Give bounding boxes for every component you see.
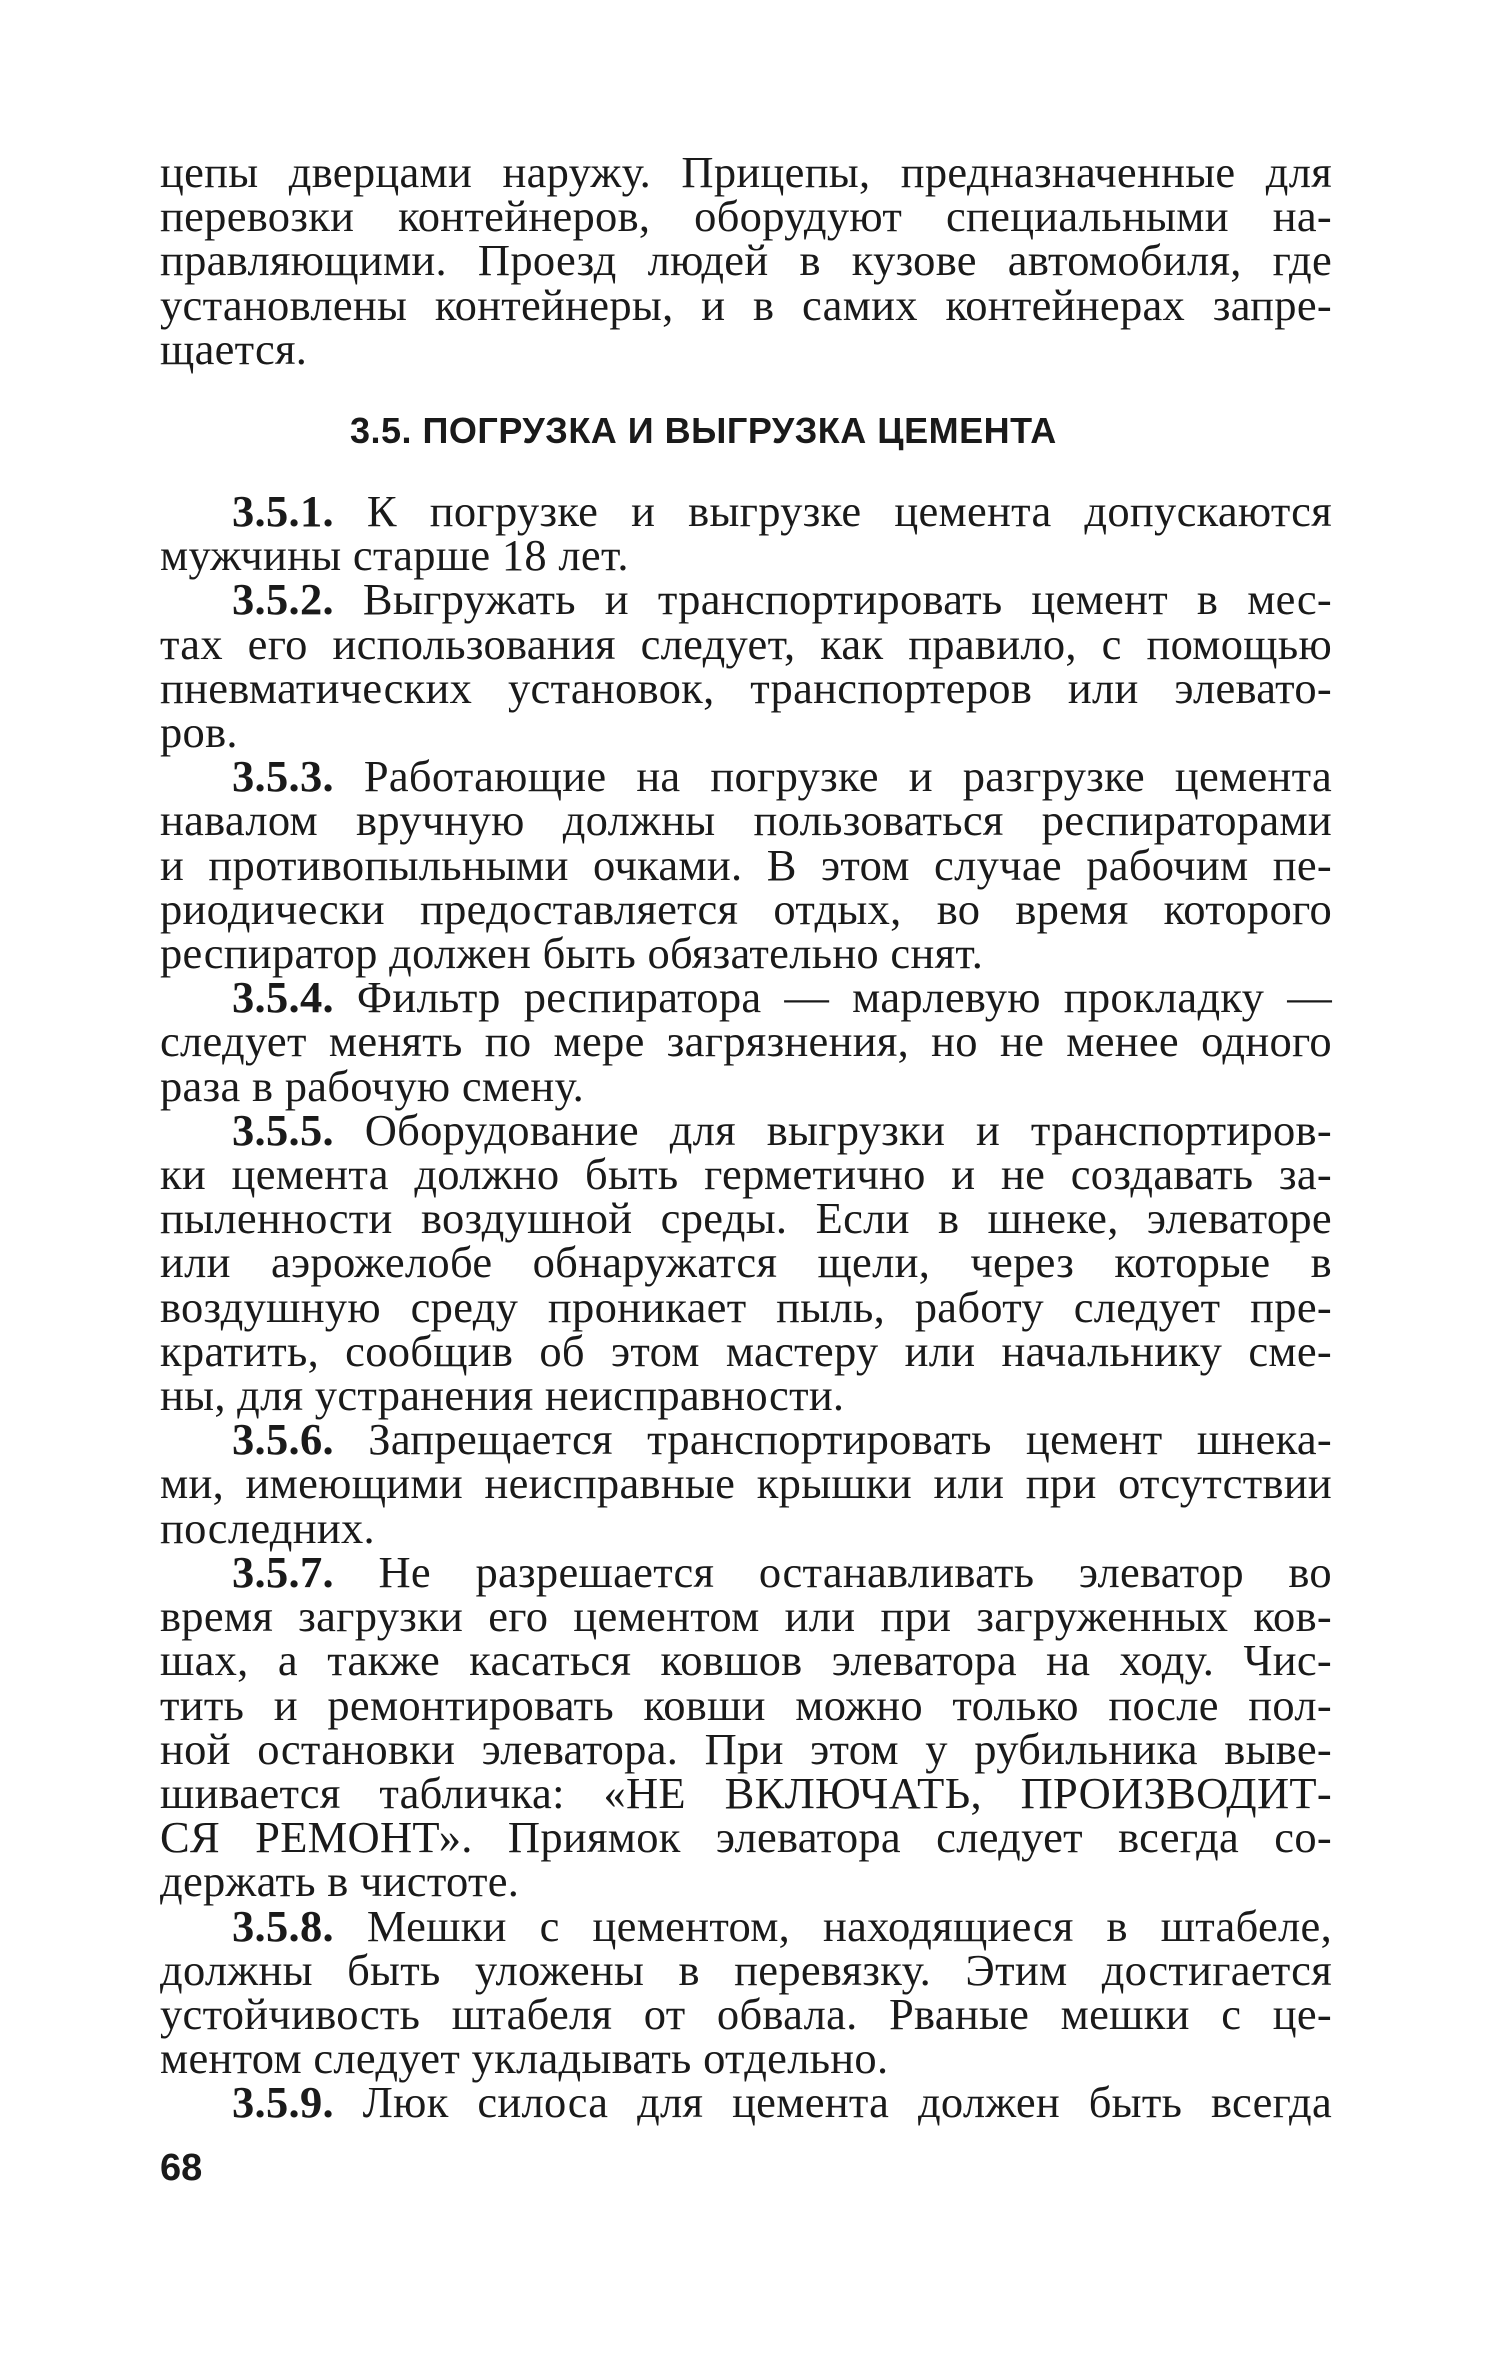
text-line — [160, 751, 1332, 802]
text-line: мужчины старше 18 лет. — [160, 530, 629, 581]
paragraph-3-5-8 — [160, 1900, 1332, 2084]
page-number: 68 — [160, 2147, 203, 2189]
text-line: цепы дверцами наружу. Прицепы, предназначенные для — [160, 147, 1332, 197]
text-line: перевозки контейнеров, оборудуют специальными на- — [160, 191, 1332, 242]
text-line: ки цемента должно быть герметично и не создавать за- — [160, 1149, 1332, 1200]
paragraph-number: 3.5.9. — [232, 2077, 334, 2128]
paragraph-text: Мешки с цементом, находящиеся в штабеле, — [333, 1900, 1332, 1951]
paragraph-3-5-3 — [160, 751, 1332, 979]
text-line: ментом следует укладывать отдельно. — [160, 2033, 889, 2084]
text-line: установлены контейнеры, и в самих контейнерах запре- — [160, 279, 1332, 330]
paragraph-text: Люк силоса для цемента должен быть всегда — [333, 2077, 1332, 2128]
text-line: тах его использования следует, как правило, с помощью — [160, 618, 1332, 669]
paragraph-number: 3.5.4. — [232, 972, 334, 1023]
paragraph-3-5-5 — [160, 1104, 1332, 1421]
paragraph-number: 3.5.1. — [232, 486, 334, 537]
paragraph-3-5-4 — [160, 972, 1332, 1111]
paragraph-3-5-6 — [160, 1414, 1332, 1553]
text-line: ной остановки элеватора. При этом у рубильника выве- — [160, 1723, 1332, 1774]
text-line: держать в чистоте. — [160, 1856, 520, 1907]
document-page — [160, 147, 1332, 2128]
paragraph-3-5-2 — [160, 574, 1332, 758]
text-line — [160, 486, 1332, 537]
paragraph-text: Фильтр респиратора — марлевую прокладку — — [333, 972, 1332, 1023]
text-line: риодически предоставляется отдых, во время которого — [160, 883, 1332, 934]
text-line — [160, 574, 1332, 625]
text-line — [160, 1546, 1332, 1597]
text-line: правляющими. Проезд людей в кузове автомобиля, где — [160, 235, 1332, 286]
text-line: последних. — [160, 1502, 375, 1553]
intro-paragraph — [160, 147, 1332, 374]
paragraph-text: Выгружать и транспортировать цемент в мес- — [333, 574, 1332, 625]
paragraph-3-5-7 — [160, 1546, 1332, 1907]
text-line: устойчивость штабеля от обвала. Рваные мешки с це- — [160, 1988, 1332, 2039]
text-line: шах, а также касаться ковшов элеватора на ходу. Чис- — [160, 1635, 1332, 1686]
text-line: СЯ РЕМОНТ». Приямок элеватора следует всегда со- — [160, 1812, 1332, 1863]
paragraph-3-5-9 — [160, 2077, 1332, 2128]
text-line: ми, имеющими неисправные крышки или при отсутствии — [160, 1458, 1332, 1509]
text-line: навалом вручную должны пользоваться респираторами — [160, 795, 1332, 846]
text-line — [160, 1104, 1332, 1155]
paragraph-text: Запрещается транспортировать цемент шнека- — [333, 1414, 1332, 1465]
text-line: и противопыльными очками. В этом случае рабочим пе- — [160, 839, 1332, 890]
text-line — [160, 2077, 1332, 2128]
text-line: щается. — [160, 323, 308, 374]
text-line: кратить, сообщив об этом мастеру или начальнику сме- — [160, 1325, 1332, 1376]
paragraph-text: Не разрешается останавливать элеватор во — [333, 1546, 1332, 1597]
paragraph-number: 3.5.6. — [232, 1414, 334, 1465]
text-line: респиратор должен быть обязательно снят. — [160, 928, 984, 979]
paragraph-number: 3.5.3. — [232, 751, 334, 802]
paragraph-text: К погрузке и выгрузке цемента допускаются — [333, 486, 1332, 537]
paragraph-text: Оборудование для выгрузки и транспортиров- — [333, 1104, 1332, 1155]
paragraph-number: 3.5.8. — [232, 1900, 334, 1951]
text-line: пневматических установок, транспортеров или элевато- — [160, 662, 1332, 713]
text-line: раза в рабочую смену. — [160, 1060, 585, 1111]
text-line: ров. — [160, 707, 238, 758]
text-line: время загрузки его цементом или при загруженных ков- — [160, 1591, 1332, 1642]
text-line: шивается табличка: «НЕ ВКЛЮЧАТЬ, ПРОИЗВОДИТ- — [160, 1767, 1332, 1818]
text-line — [160, 972, 1332, 1023]
text-line: пыленности воздушной среды. Если в шнеке, элеваторе — [160, 1193, 1332, 1244]
text-line — [160, 1414, 1332, 1465]
section-heading: 3.5. ПОГРУЗКА И ВЫГРУЗКА ЦЕМЕНТА — [350, 410, 1057, 452]
paragraph-number: 3.5.5. — [232, 1104, 334, 1155]
text-line: тить и ремонтировать ковши можно только после пол- — [160, 1679, 1332, 1730]
text-line: должны быть уложены в перевязку. Этим достигается — [160, 1944, 1332, 1995]
paragraph-text: Работающие на погрузке и разгрузке цемента — [333, 751, 1332, 802]
text-line: следует менять по мере загрязнения, но не менее одного — [160, 1016, 1332, 1067]
paragraph-3-5-1 — [160, 486, 1332, 581]
text-line: ны, для устранения неисправности. — [160, 1370, 845, 1421]
text-line — [160, 1900, 1332, 1951]
text-line: или аэрожелобе обнаружатся щели, через которые в — [160, 1237, 1332, 1288]
paragraph-number: 3.5.7. — [232, 1546, 334, 1597]
text-line: воздушную среду проникает пыль, работу следует пре- — [160, 1281, 1332, 1332]
paragraph-number: 3.5.2. — [232, 574, 334, 625]
